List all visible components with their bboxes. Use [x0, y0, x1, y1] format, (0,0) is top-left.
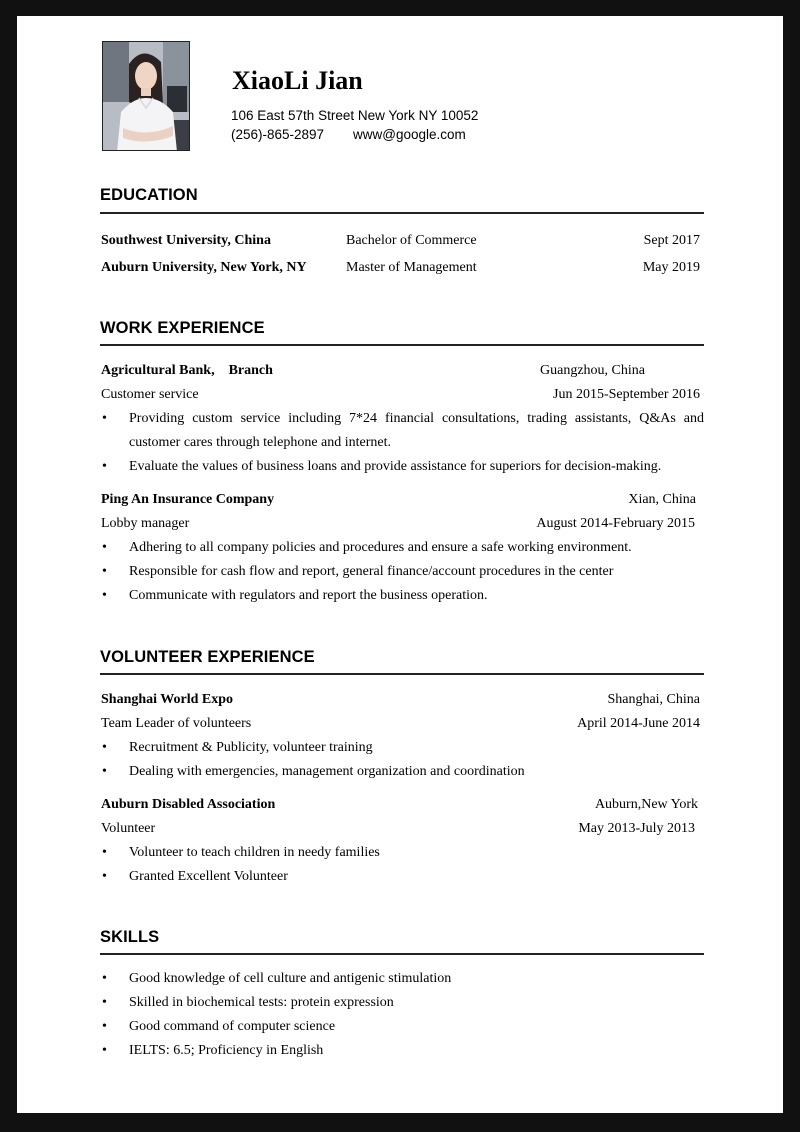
- skills-heading: SKILLS: [100, 928, 160, 946]
- job-company: Ping An Insurance Company: [101, 492, 275, 507]
- education-date: May 2019: [642, 260, 700, 275]
- job-location: Xian, China: [628, 492, 696, 507]
- bullet-text: Evaluate the values of business loans and provide assistance for superiors for decision-making.: [129, 459, 662, 474]
- bullet-text: Adhering to all company policies and procedures and ensure a safe working environment.: [129, 540, 632, 555]
- skill-text: Good command of computer science: [129, 1019, 336, 1034]
- skill-text: Skilled in biochemical tests: protein expression: [129, 995, 394, 1010]
- website-link[interactable]: www@google.com: [353, 127, 466, 142]
- portrait-image: [103, 42, 190, 151]
- volunteer-role: Volunteer: [101, 821, 156, 836]
- bullet-item: [100, 536, 704, 560]
- phone-number: (256)-865-2897: [231, 127, 325, 142]
- bullet-glyph: •: [102, 1019, 107, 1034]
- work-experience-divider: [100, 344, 704, 346]
- skill-text: IELTS: 6.5; Proficiency in English: [129, 1043, 324, 1058]
- job-role: Lobby manager: [101, 516, 190, 531]
- skill-item: [100, 1039, 704, 1063]
- resume-page: [17, 16, 783, 1113]
- bullet-text: Volunteer to teach children in needy families: [129, 845, 380, 860]
- bullet-item: [100, 407, 704, 455]
- bullet-glyph: •: [102, 1043, 107, 1058]
- bullet-glyph: •: [102, 459, 107, 474]
- job-company: Agricultural Bank, Branch: [101, 363, 273, 378]
- bullet-item: [100, 841, 704, 865]
- skill-item: [100, 967, 704, 991]
- bullet-glyph: •: [102, 764, 107, 779]
- bullet-text: Dealing with emergencies, management organization and coordination: [129, 764, 525, 779]
- education-school: Southwest University, China: [101, 233, 271, 248]
- candidate-name: XiaoLi Jian: [232, 66, 363, 95]
- bullet-item: [100, 760, 704, 784]
- bullet-text: Recruitment & Publicity, volunteer training: [129, 740, 373, 755]
- bullet-glyph: •: [102, 411, 107, 426]
- volunteer-org: Shanghai World Expo: [101, 692, 234, 707]
- education-divider: [100, 212, 704, 214]
- education-heading: EDUCATION: [100, 186, 198, 204]
- volunteer-role: Team Leader of volunteers: [101, 716, 252, 731]
- skill-item: [100, 991, 704, 1015]
- bullet-glyph: •: [102, 564, 107, 579]
- volunteer-dates: April 2014-June 2014: [577, 716, 700, 731]
- bullet-item: [100, 455, 704, 479]
- address: 106 East 57th Street New York NY 10052: [231, 108, 479, 123]
- job-dates: August 2014-February 2015: [536, 516, 695, 531]
- volunteer-dates: May 2013-July 2013: [578, 821, 695, 836]
- volunteer-experience-heading: VOLUNTEER EXPERIENCE: [100, 648, 315, 666]
- bullet-glyph: •: [102, 869, 107, 884]
- bullet-glyph: •: [102, 740, 107, 755]
- education-date: Sept 2017: [643, 233, 700, 248]
- volunteer-location: Shanghai, China: [607, 692, 700, 707]
- volunteer-org: Auburn Disabled Association: [101, 797, 276, 812]
- bullet-item: [100, 736, 704, 760]
- bullet-text: Responsible for cash flow and report, general finance/account procedures in the center: [129, 564, 614, 579]
- bullet-glyph: •: [102, 995, 107, 1010]
- skill-text: Good knowledge of cell culture and antigenic stimulation: [129, 971, 452, 986]
- education-school: Auburn University, New York, NY: [101, 260, 307, 275]
- bullet-item: [100, 584, 704, 608]
- bullet-item: [100, 865, 704, 889]
- volunteer-experience-divider: [100, 673, 704, 675]
- bullet-glyph: •: [102, 540, 107, 555]
- bullet-text: Granted Excellent Volunteer: [129, 869, 288, 884]
- education-degree: Bachelor of Commerce: [346, 233, 477, 248]
- work-experience-heading: WORK EXPERIENCE: [100, 319, 265, 337]
- job-dates: Jun 2015-September 2016: [553, 387, 700, 402]
- bullet-text: Providing custom service including 7*24 financial consultations, trading assistants, Q&As and customer cares through telephone and internet.: [129, 411, 704, 450]
- education-degree: Master of Management: [346, 260, 477, 275]
- skill-item: [100, 1015, 704, 1039]
- profile-photo: [102, 41, 190, 151]
- bullet-item: [100, 560, 704, 584]
- volunteer-location: Auburn,New York: [594, 797, 698, 812]
- bullet-glyph: •: [102, 845, 107, 860]
- job-role: Customer service: [101, 387, 199, 402]
- skills-divider: [100, 953, 704, 955]
- bullet-glyph: •: [102, 971, 107, 986]
- bullet-glyph: •: [102, 588, 107, 603]
- bullet-text: Communicate with regulators and report the business operation.: [129, 588, 488, 603]
- job-location: Guangzhou, China: [540, 363, 645, 378]
